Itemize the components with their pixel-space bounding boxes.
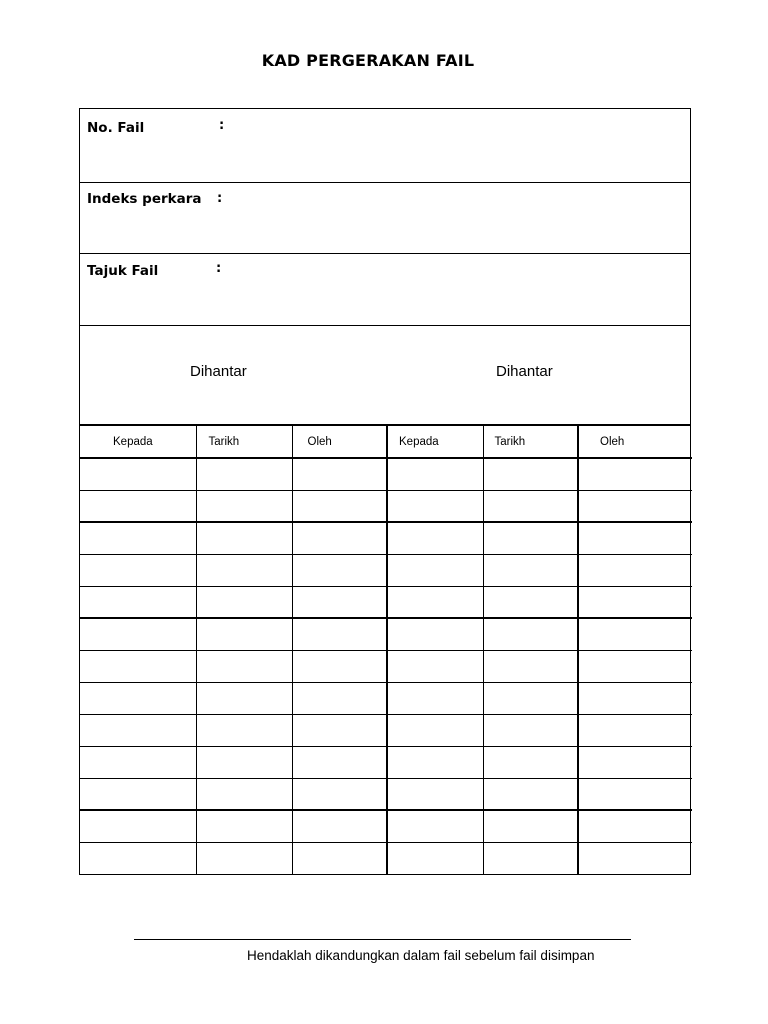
table-cell[interactable] [578, 522, 692, 554]
table-cell[interactable] [292, 490, 387, 522]
movement-table [80, 426, 692, 874]
footer-note: Hendaklah dikandungkan dalam fail sebelum fail disimpan [247, 948, 595, 963]
dihantar-label-right: Dihantar [496, 363, 553, 380]
table-cell[interactable] [387, 650, 483, 682]
table-cell[interactable] [483, 746, 578, 778]
column-header-kepada: Kepada [387, 426, 483, 458]
column-header-tarikh: Tarikh [196, 426, 292, 458]
table-row [80, 554, 692, 586]
table-cell[interactable] [196, 810, 292, 842]
table-cell[interactable] [80, 810, 196, 842]
table-cell[interactable] [292, 778, 387, 810]
table-cell[interactable] [196, 586, 292, 618]
table-cell[interactable] [196, 650, 292, 682]
table-cell[interactable] [387, 842, 483, 874]
table-cell[interactable] [80, 714, 196, 746]
table-row [80, 746, 692, 778]
table-cell[interactable] [196, 618, 292, 650]
table-cell[interactable] [196, 522, 292, 554]
table-cell[interactable] [387, 458, 483, 490]
field-label-no-fail: No. Fail [87, 120, 145, 136]
table-row [80, 522, 692, 554]
table-cell[interactable] [578, 458, 692, 490]
table-cell[interactable] [483, 586, 578, 618]
field-colon: : [219, 118, 225, 133]
table-row [80, 842, 692, 874]
table-cell[interactable] [292, 586, 387, 618]
table-cell[interactable] [292, 554, 387, 586]
table-cell[interactable] [387, 810, 483, 842]
table-cell[interactable] [387, 778, 483, 810]
table-row [80, 586, 692, 618]
table-cell[interactable] [292, 522, 387, 554]
table-cell[interactable] [578, 586, 692, 618]
field-label-indeks-perkara: Indeks perkara [87, 191, 202, 207]
table-cell[interactable] [578, 650, 692, 682]
footer-divider [134, 939, 631, 940]
field-colon: : [217, 191, 223, 206]
table-cell[interactable] [387, 714, 483, 746]
table-cell[interactable] [483, 842, 578, 874]
dihantar-header-row [80, 326, 690, 426]
table-cell[interactable] [196, 714, 292, 746]
table-row [80, 778, 692, 810]
table-cell[interactable] [196, 682, 292, 714]
field-label-tajuk-fail: Tajuk Fail [87, 263, 159, 279]
column-header-oleh: Oleh [292, 426, 387, 458]
table-cell[interactable] [80, 522, 196, 554]
table-cell[interactable] [483, 490, 578, 522]
table-cell[interactable] [196, 554, 292, 586]
table-cell[interactable] [80, 618, 196, 650]
column-header-oleh: Oleh [578, 426, 692, 458]
table-row [80, 458, 692, 490]
table-cell[interactable] [483, 458, 578, 490]
table-cell[interactable] [387, 522, 483, 554]
table-row [80, 618, 692, 650]
table-cell[interactable] [196, 490, 292, 522]
table-cell[interactable] [292, 458, 387, 490]
table-cell[interactable] [80, 586, 196, 618]
table-cell[interactable] [292, 842, 387, 874]
table-cell[interactable] [292, 650, 387, 682]
field-indeks-perkara[interactable] [80, 183, 690, 254]
table-cell[interactable] [80, 458, 196, 490]
table-cell[interactable] [483, 714, 578, 746]
table-cell[interactable] [578, 810, 692, 842]
table-cell[interactable] [578, 490, 692, 522]
field-tajuk-fail[interactable] [80, 254, 690, 326]
table-cell[interactable] [80, 682, 196, 714]
table-cell[interactable] [80, 490, 196, 522]
column-header-kepada: Kepada [80, 426, 196, 458]
table-cell[interactable] [483, 682, 578, 714]
table-cell[interactable] [387, 682, 483, 714]
table-cell[interactable] [196, 842, 292, 874]
table-row [80, 650, 692, 682]
table-cell[interactable] [387, 618, 483, 650]
table-cell[interactable] [292, 810, 387, 842]
table-cell[interactable] [483, 810, 578, 842]
table-cell[interactable] [80, 746, 196, 778]
table-cell[interactable] [292, 618, 387, 650]
table-cell[interactable] [80, 778, 196, 810]
table-cell[interactable] [387, 554, 483, 586]
table-cell[interactable] [578, 746, 692, 778]
table-cell[interactable] [578, 682, 692, 714]
table-cell[interactable] [578, 714, 692, 746]
field-colon: : [216, 261, 222, 276]
table-header-row [80, 426, 692, 458]
page-title: KAD PERGERAKAN FAIL [261, 51, 475, 70]
field-no-fail[interactable] [80, 109, 690, 183]
table-cell[interactable] [80, 650, 196, 682]
table-row [80, 682, 692, 714]
table-cell[interactable] [483, 778, 578, 810]
table-cell[interactable] [80, 554, 196, 586]
table-cell[interactable] [578, 842, 692, 874]
table-cell[interactable] [196, 746, 292, 778]
table-cell[interactable] [292, 714, 387, 746]
table-body [80, 458, 692, 874]
table-cell[interactable] [80, 842, 196, 874]
table-cell[interactable] [483, 618, 578, 650]
table-cell[interactable] [196, 458, 292, 490]
table-cell[interactable] [387, 746, 483, 778]
table-cell[interactable] [483, 522, 578, 554]
table-cell[interactable] [578, 554, 692, 586]
table-cell[interactable] [387, 490, 483, 522]
table-cell[interactable] [578, 618, 692, 650]
table-cell[interactable] [292, 682, 387, 714]
table-row [80, 810, 692, 842]
dihantar-label-left: Dihantar [190, 363, 247, 380]
table-row [80, 490, 692, 522]
table-cell[interactable] [483, 650, 578, 682]
table-cell[interactable] [483, 554, 578, 586]
file-movement-form [79, 108, 691, 875]
table-cell[interactable] [292, 746, 387, 778]
table-row [80, 714, 692, 746]
table-cell[interactable] [578, 778, 692, 810]
column-header-tarikh: Tarikh [483, 426, 578, 458]
table-cell[interactable] [196, 778, 292, 810]
table-cell[interactable] [387, 586, 483, 618]
